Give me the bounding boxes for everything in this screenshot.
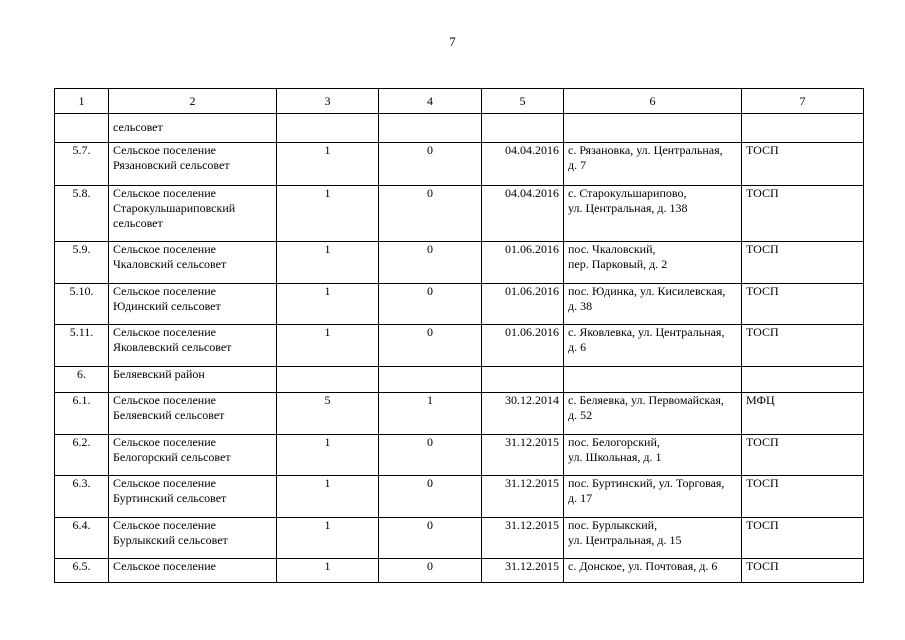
table-row (55, 325, 864, 367)
header-cell: 5 (482, 89, 564, 114)
value-cell (277, 114, 379, 143)
name-cell: Сельское поселение Старокульшариповский сельсовет (109, 186, 277, 242)
address-cell: пос. Чкаловский, пер. Парковый, д. 2 (564, 242, 742, 284)
value-cell: 5 (277, 393, 379, 435)
header-cell: 3 (277, 89, 379, 114)
row-number-cell: 6.2. (55, 435, 109, 476)
header-cell: 7 (742, 89, 864, 114)
name-cell: Сельское поселение Белогорский сельсовет (109, 435, 277, 476)
type-cell: ТОСП (742, 325, 864, 367)
name-cell: Сельское поселение Бурлыкский сельсовет (109, 518, 277, 559)
row-number-cell: 5.7. (55, 143, 109, 186)
row-number-cell (55, 114, 109, 143)
address-cell (564, 114, 742, 143)
value-cell (379, 114, 482, 143)
value-cell: 1 (277, 518, 379, 559)
value-cell: 0 (379, 143, 482, 186)
value-cell: 0 (379, 242, 482, 284)
type-cell (742, 114, 864, 143)
table-row (55, 143, 864, 186)
data-table (54, 88, 864, 583)
type-cell: МФЦ (742, 393, 864, 435)
value-cell: 0 (379, 186, 482, 242)
value-cell: 1 (277, 559, 379, 583)
date-cell: 04.04.2016 (482, 186, 564, 242)
row-number-cell: 6.4. (55, 518, 109, 559)
type-cell: ТОСП (742, 284, 864, 325)
date-cell: 31.12.2015 (482, 476, 564, 518)
header-cell: 4 (379, 89, 482, 114)
table-row (55, 559, 864, 583)
date-cell: 01.06.2016 (482, 325, 564, 367)
value-cell: 0 (379, 435, 482, 476)
table-row (55, 242, 864, 284)
value-cell (379, 367, 482, 393)
table-row (55, 114, 864, 143)
address-cell (564, 367, 742, 393)
name-cell: Сельское поселение Чкаловский сельсовет (109, 242, 277, 284)
name-cell: Сельское поселение Беляевский сельсовет (109, 393, 277, 435)
type-cell: ТОСП (742, 435, 864, 476)
row-number-cell: 6.1. (55, 393, 109, 435)
date-cell: 31.12.2015 (482, 559, 564, 583)
type-cell: ТОСП (742, 186, 864, 242)
address-cell: с. Донское, ул. Почтовая, д. 6 (564, 559, 742, 583)
type-cell: ТОСП (742, 518, 864, 559)
address-cell: с. Яковлевка, ул. Центральная, д. 6 (564, 325, 742, 367)
name-cell: Сельское поселение Яковлевский сельсовет (109, 325, 277, 367)
date-cell (482, 367, 564, 393)
header-cell: 2 (109, 89, 277, 114)
page-number: 7 (449, 34, 456, 49)
value-cell: 1 (277, 476, 379, 518)
table-row (55, 186, 864, 242)
table-row (55, 518, 864, 559)
type-cell: ТОСП (742, 242, 864, 284)
value-cell: 1 (277, 284, 379, 325)
value-cell: 0 (379, 476, 482, 518)
value-cell: 1 (277, 325, 379, 367)
row-number-cell: 6. (55, 367, 109, 393)
date-cell: 31.12.2015 (482, 435, 564, 476)
row-number-cell: 5.11. (55, 325, 109, 367)
name-cell: Сельское поселение (109, 559, 277, 583)
district-name-cell: Беляевский район (109, 367, 277, 393)
value-cell: 0 (379, 284, 482, 325)
address-cell: пос. Буртинский, ул. Торговая, д. 17 (564, 476, 742, 518)
date-cell (482, 114, 564, 143)
value-cell (277, 367, 379, 393)
table-row (55, 393, 864, 435)
value-cell: 0 (379, 559, 482, 583)
row-number-cell: 5.8. (55, 186, 109, 242)
value-cell: 1 (277, 242, 379, 284)
row-number-cell: 6.5. (55, 559, 109, 583)
value-cell: 1 (277, 186, 379, 242)
table-row (55, 435, 864, 476)
type-cell: ТОСП (742, 476, 864, 518)
name-cell: Сельское поселение Рязановский сельсовет (109, 143, 277, 186)
table-row (55, 284, 864, 325)
date-cell: 31.12.2015 (482, 518, 564, 559)
value-cell: 0 (379, 518, 482, 559)
date-cell: 01.06.2016 (482, 242, 564, 284)
name-cell: Сельское поселение Буртинский сельсовет (109, 476, 277, 518)
row-number-cell: 5.9. (55, 242, 109, 284)
address-cell: с. Старокульшарипово, ул. Центральная, д. 138 (564, 186, 742, 242)
address-cell: с. Беляевка, ул. Первомайская, д. 52 (564, 393, 742, 435)
address-cell: пос. Бурлыкский, ул. Центральная, д. 15 (564, 518, 742, 559)
date-cell: 04.04.2016 (482, 143, 564, 186)
table-row (55, 367, 864, 393)
type-cell (742, 367, 864, 393)
header-row (55, 89, 864, 114)
address-cell: с. Рязановка, ул. Центральная, д. 7 (564, 143, 742, 186)
address-cell: пос. Белогорский, ул. Школьная, д. 1 (564, 435, 742, 476)
date-cell: 01.06.2016 (482, 284, 564, 325)
value-cell: 1 (379, 393, 482, 435)
header-cell: 6 (564, 89, 742, 114)
name-cell: Сельское поселение Юдинский сельсовет (109, 284, 277, 325)
date-cell: 30.12.2014 (482, 393, 564, 435)
table-row (55, 476, 864, 518)
type-cell: ТОСП (742, 143, 864, 186)
row-number-cell: 5.10. (55, 284, 109, 325)
value-cell: 0 (379, 325, 482, 367)
value-cell: 1 (277, 143, 379, 186)
type-cell: ТОСП (742, 559, 864, 583)
header-cell: 1 (55, 89, 109, 114)
value-cell: 1 (277, 435, 379, 476)
address-cell: пос. Юдинка, ул. Кисилевская, д. 38 (564, 284, 742, 325)
name-cell: сельсовет (109, 114, 277, 143)
row-number-cell: 6.3. (55, 476, 109, 518)
